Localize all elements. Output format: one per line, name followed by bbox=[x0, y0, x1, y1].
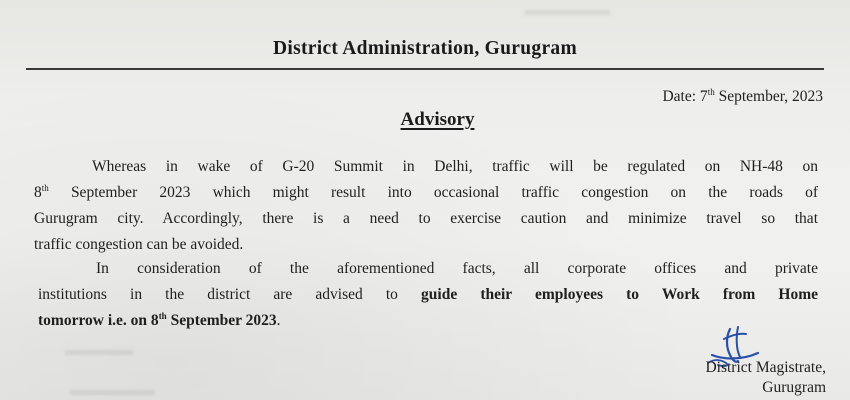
heading-divider bbox=[26, 68, 824, 70]
paragraph-2-line-3-bold: tomorrow i.e. on 8 bbox=[38, 312, 159, 329]
paper-bleed-through: ▬▬▬▬ bbox=[65, 340, 133, 359]
date-line bbox=[662, 88, 823, 106]
paragraph-2-line-3-bold-suffix: September 2023 bbox=[166, 312, 277, 329]
advisory-title-text: Advisory bbox=[400, 109, 475, 130]
paragraph-1-line-2 bbox=[34, 180, 818, 206]
paragraph-2-line-1: In consideration of the aforementioned facts, all corporate offices and private bbox=[96, 260, 818, 277]
paragraph-1-ordinal: th bbox=[41, 182, 49, 193]
signatory-place: Gurugram bbox=[762, 379, 826, 396]
paragraph-1-line-4: traffic congestion can be avoided. bbox=[34, 236, 244, 253]
office-heading: District Administration, Gurugram bbox=[272, 38, 577, 59]
paper-bleed-through: ▬▬▬▬▬ bbox=[70, 380, 155, 399]
advisory-title bbox=[0, 109, 850, 131]
date-prefix: Date: 7 bbox=[662, 88, 708, 105]
paragraph-2-ordinal: th bbox=[158, 310, 167, 321]
paragraph-2 bbox=[38, 256, 818, 334]
paragraph-2-line-2 bbox=[38, 282, 818, 308]
paragraph-1 bbox=[34, 154, 818, 258]
paragraph-1-day: 8 bbox=[34, 184, 42, 201]
date-ordinal: th bbox=[707, 86, 715, 97]
paragraph-1-line-3: Gurugram city. Accordingly, there is a need to exercise caution and minimize travel so that bbox=[34, 210, 818, 227]
paragraph-2-line-2-bold: guide their employees to Work from Home bbox=[421, 286, 818, 303]
paragraph-1-line-1: Whereas in wake of G-20 Summit in Delhi, traffic will be regulated on NH-48 on bbox=[92, 158, 818, 175]
signatory-designation: District Magistrate, bbox=[705, 359, 826, 376]
paragraph-1-line-2-text: September 2023 which might result into occasional traffic congestion on the roads of bbox=[48, 184, 818, 201]
paragraph-2-line-2-plain: institutions in the district are advised to bbox=[38, 286, 422, 303]
paper-bleed-through: ▬▬▬▬▬ bbox=[525, 0, 610, 19]
signatory-block bbox=[705, 358, 826, 398]
date-suffix: September, 2023 bbox=[714, 88, 823, 105]
paragraph-2-period: . bbox=[276, 312, 281, 329]
